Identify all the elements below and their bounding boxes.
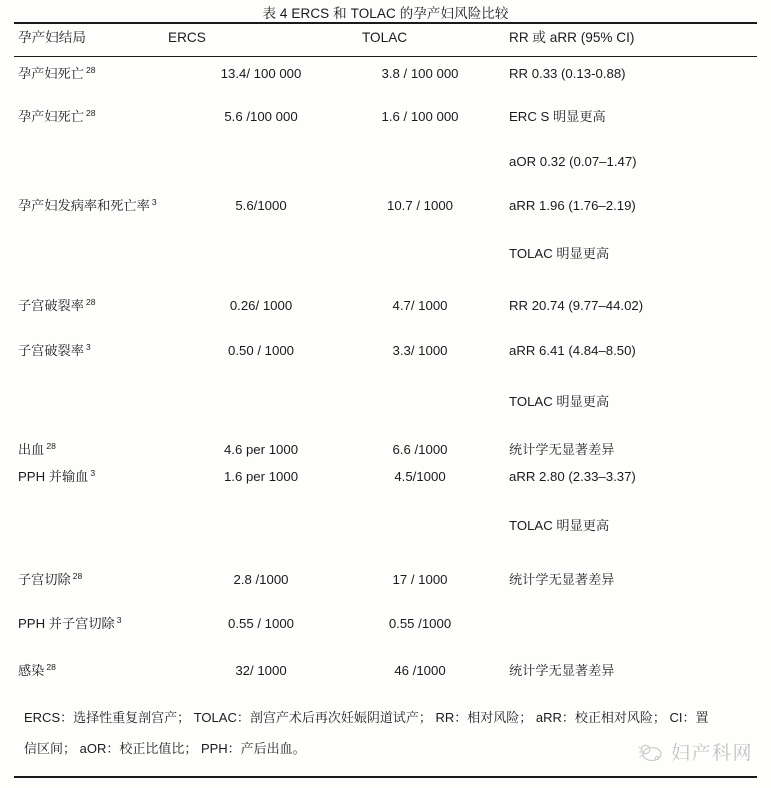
table-row [0,570,771,590]
reference-superscript: 3 [116,614,122,625]
table-row [0,661,771,681]
cell-effect-measure: ERC S 明显更高 [509,109,606,124]
table-row [0,516,771,536]
table-row [0,392,771,412]
cell-effect-measure: TOLAC 明显更高 [509,394,610,409]
cell-effect-measure: aRR 2.80 (2.33–3.37) [509,469,636,484]
cell-effect-measure: 统计学无显著差异 [509,572,615,587]
table-caption: 表 4 ERCS 和 TOLAC 的孕产妇风险比较 [262,6,509,21]
cell-effect-measure: TOLAC 明显更高 [509,518,610,533]
reference-superscript: 28 [85,107,96,118]
cell-tolac-value: 0.55 /1000 [388,616,452,631]
table-row [0,296,771,316]
cell-effect-measure: 统计学无显著差异 [509,663,615,678]
column-header-effect: RR 或 aRR (95% CI) [509,30,635,45]
cell-outcome-label: 孕产妇死亡 $^{28}$ [18,107,96,124]
cell-ercs-value: 0.50 / 1000 [228,343,294,358]
cell-ercs-value: 4.6 per 1000 [223,442,299,457]
table-row [0,341,771,361]
table-header-row [0,28,771,48]
table-row [0,107,771,127]
cell-tolac-value: 46 /1000 [394,663,446,678]
cell-outcome-label: 子宫破裂率 $^3$ [18,341,91,358]
site-watermark [637,738,753,765]
cell-tolac-value: 17 / 1000 [392,572,448,587]
column-header-ercs: ERCS [168,30,206,45]
cell-tolac-value: 3.3/ 1000 [392,343,448,358]
cell-ercs-value: 0.26/ 1000 [229,298,293,313]
cell-outcome-label: 子宫切除 $^{28}$ [18,570,83,587]
cell-ercs-value: 5.6/1000 [235,198,287,213]
table-row [0,467,771,487]
cell-ercs-value: 13.4/ 100 000 [220,66,302,81]
footnote-line-1: ERCS：选择性重复剖宫产； TOLAC：剖宫产术后再次妊娠阴道试产； RR：相对风险； aRR：校正相对风险； CI：置 [24,710,709,725]
reference-superscript: 3 [151,196,157,207]
cell-outcome-label: 出血 $^{28}$ [18,440,56,457]
cell-ercs-value: 5.6 /100 000 [224,109,298,124]
cell-ercs-value: 0.55 / 1000 [228,616,294,631]
reference-superscript: 28 [85,296,96,307]
cell-effect-measure: RR 20.74 (9.77–44.02) [509,298,644,313]
cell-effect-measure: aOR 0.32 (0.07–1.47) [509,154,637,169]
cell-effect-measure: TOLAC 明显更高 [509,246,610,261]
reference-superscript: 28 [46,440,56,451]
table-row [0,64,771,84]
reference-superscript: 28 [46,661,56,672]
reference-superscript: 3 [85,341,91,352]
column-header-tolac: TOLAC [362,30,408,45]
cell-tolac-value: 4.5/1000 [394,469,446,484]
cell-effect-measure: 统计学无显著差异 [509,442,615,457]
cell-outcome-label: 子宫破裂率 $^{28}$ [18,296,96,313]
table-row [0,152,771,172]
table-row [0,196,771,216]
cell-outcome-label: 孕产妇死亡 $^{28}$ [18,64,96,81]
reference-superscript: 28 [72,570,83,581]
column-header-outcome: 孕产妇结局 [18,30,86,45]
cell-tolac-value: 3.8 / 100 000 [381,66,459,81]
cloud-logo-icon [637,741,664,763]
reference-superscript: 28 [85,64,96,75]
cell-outcome-label: 感染 $^{28}$ [18,661,56,678]
cell-tolac-value: 4.7/ 1000 [392,298,448,313]
cell-ercs-value: 32/ 1000 [235,663,287,678]
footnote-line-2: 信区间； aOR：校正比值比； PPH：产后出血。 [24,741,306,756]
cell-outcome-label: PPH 并子宫切除 $^3$ [18,614,122,631]
cell-ercs-value: 2.8 /1000 [233,572,289,587]
cell-ercs-value: 1.6 per 1000 [223,469,299,484]
watermark-text: 妇产科网 [670,742,753,764]
table-row [0,244,771,264]
cell-effect-measure: aRR 1.96 (1.76–2.19) [509,198,636,213]
cell-outcome-label: 孕产妇发病率和死亡率 $^3$ [18,196,157,213]
cell-tolac-value: 6.6 /1000 [392,442,448,457]
cell-effect-measure: RR 0.33 (0.13-0.88) [509,66,626,81]
reference-superscript: 3 [90,467,96,478]
table-row [0,440,771,460]
cell-effect-measure: aRR 6.41 (4.84–8.50) [509,343,636,358]
cell-tolac-value: 10.7 / 1000 [387,198,453,213]
table-row [0,614,771,634]
cell-tolac-value: 1.6 / 100 000 [381,109,459,124]
cell-outcome-label: PPH 并输血 $^3$ [18,467,96,484]
